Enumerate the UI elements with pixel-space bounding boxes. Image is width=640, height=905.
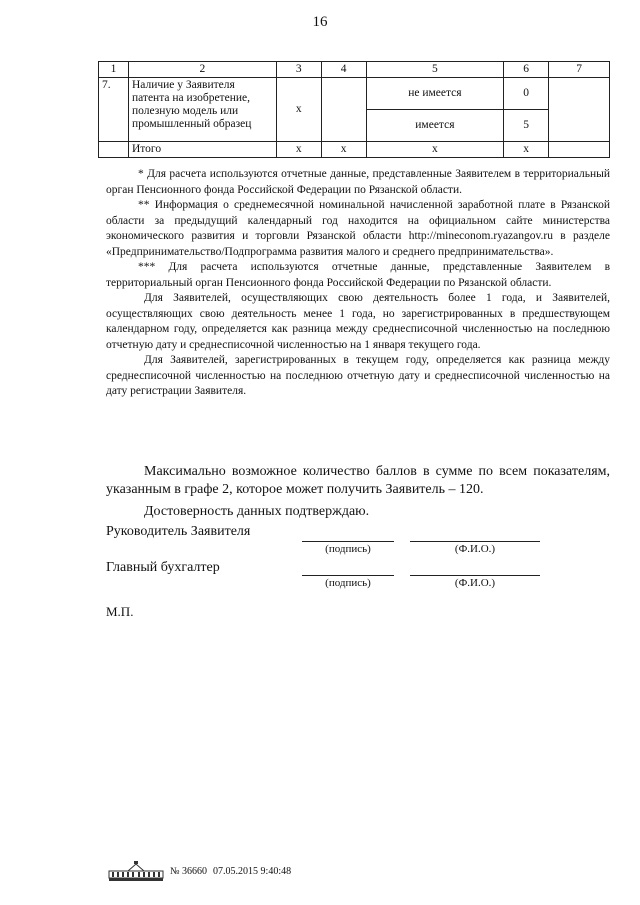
- cell-col3: х: [276, 78, 321, 142]
- accountant-signature-label: Главный бухгалтер: [106, 560, 220, 575]
- page-number: 16: [312, 14, 328, 30]
- max-score-text: Максимально возможное количество баллов в сумме по всем показателям, указанным в графе 2, которое может получить Заявитель – 120.: [106, 464, 610, 497]
- footnote-1: * Для расчета используются отчетные данные, представленные Заявителем в территориальный орган Пенсионного фонда Российской Федерации по Рязанской области.: [106, 168, 610, 196]
- stamp-place: М.П.: [106, 604, 134, 619]
- head-name-line: [410, 541, 540, 542]
- table-total-row: [99, 142, 610, 158]
- footnotes: [106, 167, 610, 400]
- option-text: имеется: [366, 110, 504, 142]
- header-cell: 4: [321, 62, 366, 78]
- note-paragraph-2: Для Заявителей, зарегистрированных в текущем году, определяется как разница между среднесписочной численностью на последнюю отчетную дату и среднесписочной численностью на дату регистрации Заявителя.: [106, 354, 610, 397]
- total-col3: х: [276, 142, 321, 158]
- cell-col7: [549, 78, 610, 142]
- document-number: № 36660: [170, 865, 208, 877]
- header-cell: 3: [276, 62, 321, 78]
- accountant-name-line: [410, 575, 540, 576]
- footnote-3: *** Для расчета используются отчетные данные, представленные Заявителем в территориальный орган Пенсионного фонда Российской Федерации по Рязанской области.: [106, 261, 610, 289]
- option-score: 5: [504, 110, 549, 142]
- row-number: 7.: [99, 78, 129, 142]
- total-col5: х: [366, 142, 504, 158]
- accountant-signature-line: [302, 575, 394, 576]
- header-cell: 5: [366, 62, 504, 78]
- total-col6: х: [504, 142, 549, 158]
- header-cell: 2: [128, 62, 276, 78]
- registration-footer: [108, 860, 291, 882]
- row-label: Наличие у Заявителя патента на изобретение, полезную модель или промышленный образец: [128, 78, 276, 142]
- document-datetime: 07.05.2015 9:40:48: [213, 865, 292, 877]
- accountant-name-caption: (Ф.И.О.): [454, 577, 496, 589]
- max-score-block: [106, 463, 610, 521]
- table-header-row: [99, 62, 610, 78]
- total-col7: [549, 142, 610, 158]
- head-signature-label: Руководитель Заявителя: [106, 524, 251, 539]
- footnote-2: ** Информация о среднемесячной номинальной начисленной заработной плате в Рязанской области за предыдущий календарный год находится на официальном сайте министерства экономического развития и торговли Рязанской области http://mineconom.ryazangov.ru в разделе «Предпринимательство/Подпрограмма развития малого и среднего предпринимательства».: [106, 199, 610, 258]
- cell-col4: [321, 78, 366, 142]
- total-number: [99, 142, 129, 158]
- criteria-table: [98, 61, 610, 158]
- total-col4: х: [321, 142, 366, 158]
- option-score: 0: [504, 78, 549, 110]
- table-row: [99, 78, 610, 110]
- head-signature-line: [302, 541, 394, 542]
- note-paragraph-1: Для Заявителей, осуществляющих свою деятельность более 1 года, и Заявителей, осуществляющих свою деятельность менее 1 года, но зарегистрированных в предшествующем календарном году, определяется как разница между среднесписочной численностью на последнюю отчетную дату и среднесписочной численностью на 1 января текущего года.: [106, 292, 610, 351]
- header-cell: 1: [99, 62, 129, 78]
- head-sign-caption: (подпись): [325, 543, 371, 555]
- header-cell: 6: [504, 62, 549, 78]
- option-text: не имеется: [366, 78, 504, 110]
- accountant-sign-caption: (подпись): [325, 577, 371, 589]
- total-label: Итого: [128, 142, 276, 158]
- government-building-logo: [108, 860, 164, 882]
- confirm-text: Достоверность данных подтверждаю.: [144, 504, 370, 519]
- head-name-caption: (Ф.И.О.): [454, 543, 496, 555]
- header-cell: 7: [549, 62, 610, 78]
